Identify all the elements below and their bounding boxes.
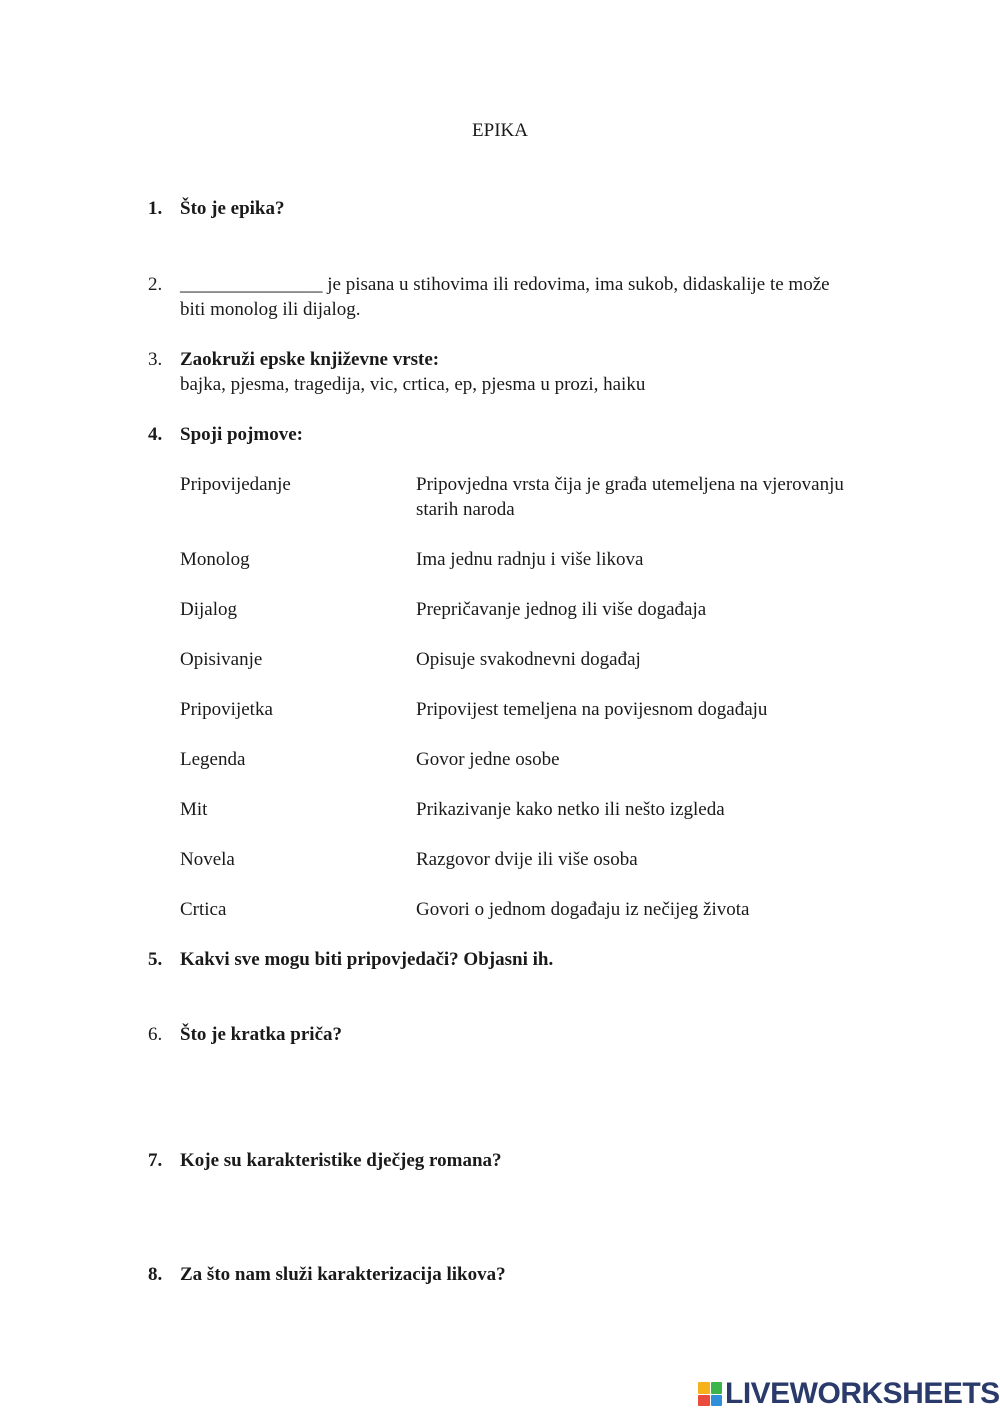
match-definition: Prepričavanje jednog ili više događaja [416,599,707,620]
question-number: 8. [148,1264,163,1285]
genre-options: bajka, pjesma, tragedija, vic, crtica, ep, pjesma u prozi, haiku [180,374,646,395]
match-definition: Ima jednu radnju i više likova [416,549,644,570]
match-term: Novela [180,849,235,870]
question-text: Koje su karakteristike dječjeg romana? [180,1150,502,1171]
match-term: Opisivanje [180,649,263,670]
match-definition: Razgovor dvije ili više osoba [416,849,638,870]
question-number: 7. [148,1150,163,1171]
logo-square [698,1395,710,1407]
question-text: Za što nam služi karakterizacija likova? [180,1264,506,1285]
match-term: Pripovijedanje [180,474,291,495]
question-text: Što je kratka priča? [180,1024,343,1045]
question-text: Kakvi sve mogu biti pripovjedači? Objasni ih. [180,949,554,970]
match-term: Crtica [180,899,227,920]
question-text: Što je epika? [180,198,285,219]
match-definition: Pripovjedna vrsta čija je građa utemeljena na vjerovanju [416,474,844,495]
match-term: Legenda [180,749,246,770]
match-definition: Opisuje svakodnevni događaj [416,649,641,670]
question-number: 6. [148,1024,163,1045]
question-text-line-1: _______________ je pisana u stihovima ili redovima, ima sukob, didaskalije te može [180,274,830,295]
question-text: Zaokruži epske književne vrste: [180,349,440,370]
match-definition: Govor jedne osobe [416,749,560,770]
question-number: 2. [148,274,163,295]
match-definition: Prikazivanje kako netko ili nešto izgleda [416,799,725,820]
question-number: 4. [148,424,163,445]
question-number: 3. [148,349,163,370]
match-term: Monolog [180,549,250,570]
liveworksheets-logo [698,1378,1000,1410]
match-term: Mit [180,799,208,820]
question-number: 5. [148,949,163,970]
question-number: 1. [148,198,163,219]
logo-square [711,1395,723,1407]
logo-text: LIVEWORKSHEETS [725,1377,1000,1410]
match-term: Pripovijetka [180,699,273,720]
liveworksheets-logo-icon [698,1382,722,1406]
match-definition: Govori o jednom događaju iz nečijeg života [416,899,750,920]
question-text-line-2: biti monolog ili dijalog. [180,299,361,320]
match-term: Dijalog [180,599,237,620]
logo-square [711,1382,723,1394]
question-text: Spoji pojmove: [180,424,303,445]
page-title: EPIKA [472,120,528,141]
match-definition: Pripovijest temeljena na povijesnom događaju [416,699,768,720]
match-definition-cont: starih naroda [416,499,515,520]
logo-square [698,1382,710,1394]
